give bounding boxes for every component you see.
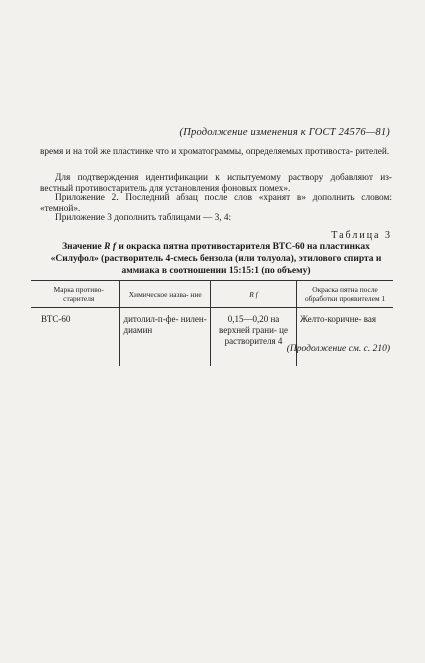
continuation-header: (Продолжение изменения к ГОСТ 24576—81) [179, 127, 390, 138]
table-title-part1: Значение [62, 242, 105, 252]
paragraph-4-text: Приложение 3 дополнить таблицами — 3, 4: [55, 213, 232, 223]
column-header-brand: Марка противо- старителя [31, 281, 120, 308]
cell-rf: 0,15—0,20 на верхней грани- це растворителя 4 [210, 308, 296, 367]
paragraph-1-text: время и на той же пластинке что и хроматограммы, определяемых противоста- рителей. [40, 147, 390, 157]
table-title-rf: R f [104, 242, 116, 252]
table-header-row [31, 281, 393, 308]
table-row [31, 308, 393, 367]
column-header-color: Окраска пятна после обработки проявителем 1 [297, 281, 393, 308]
continued-footer: (Продолжение см. с. 210) [286, 344, 390, 354]
column-header-rf: R f [210, 281, 296, 308]
cell-color: Желто-коричне- вая [297, 308, 393, 367]
paragraph-3 [40, 193, 392, 215]
table-title-part2: и окраска пятна противостарителя ВТС-60 на пластинках «Силуфол» (растворитель 4-смесь бензола (или толуола), этилового спирта и аммиака в соотношении 15:15:1 (по объему) [50, 242, 382, 276]
paragraph-2 [40, 173, 392, 195]
paragraph-1 [40, 147, 392, 158]
cell-chemical: дитолил-п-фе- нилен-диамин [120, 308, 210, 367]
table-label: Таблица 3 [331, 230, 392, 241]
paragraph-4 [40, 213, 392, 224]
paragraph-2-text: Для подтверждения идентификации к испытуемому раствору добавляют из- вестный противостаритель для установления фоновых помех». [40, 173, 392, 194]
cell-brand: ВТС-60 [41, 314, 71, 324]
paragraph-3-text: Приложение 2. Последний абзац после слов «хранят в» дополнить словом: «темной». [40, 193, 392, 214]
table-title [40, 241, 392, 277]
column-header-chemical: Химическое назва- ние [120, 281, 210, 308]
